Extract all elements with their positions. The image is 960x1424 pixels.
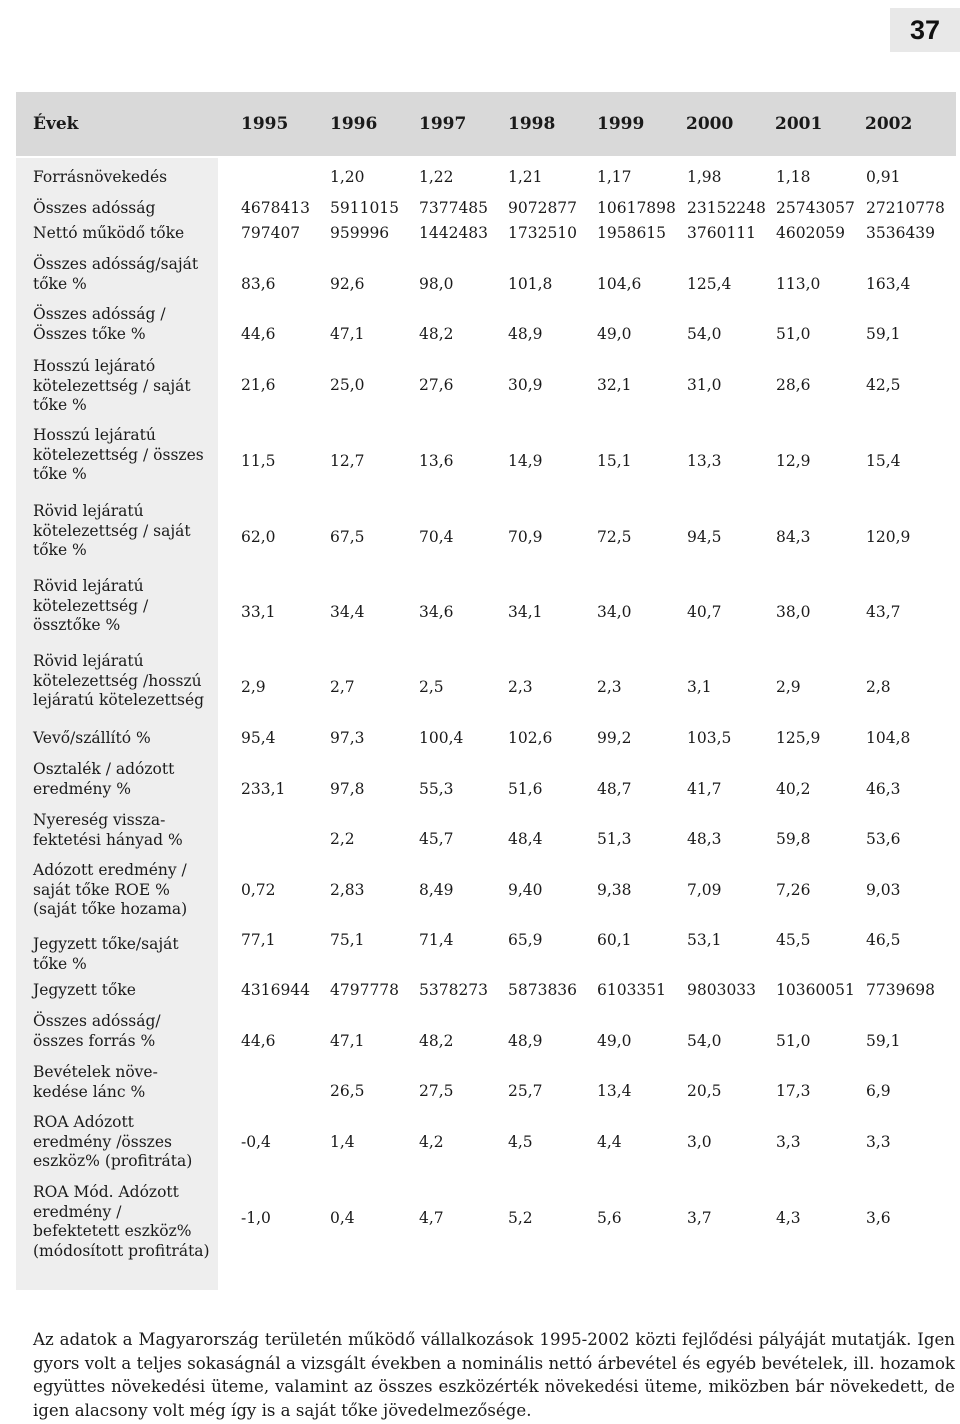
cell-value: 5378273 <box>419 981 489 999</box>
row-label: Nettó működő tőke <box>33 224 185 242</box>
header-year: 1998 <box>508 114 556 134</box>
header-year: 2001 <box>775 114 823 134</box>
cell-value: 2,3 <box>508 678 533 696</box>
cell-value: 48,3 <box>687 830 722 848</box>
cell-value: 26,5 <box>330 1082 365 1100</box>
cell-value: 103,5 <box>687 729 732 747</box>
cell-value: 77,1 <box>241 931 276 949</box>
row-label: Jegyzett tőke <box>33 981 136 999</box>
cell-value: 71,4 <box>419 931 454 949</box>
cell-value: 9,40 <box>508 881 543 899</box>
cell-value: 2,3 <box>597 678 622 696</box>
cell-value: 13,6 <box>419 452 454 470</box>
cell-value: 54,0 <box>687 325 722 343</box>
cell-value: 125,9 <box>776 729 821 747</box>
cell-value: 95,4 <box>241 729 276 747</box>
cell-value: 9072877 <box>508 199 578 217</box>
cell-value: 100,4 <box>419 729 464 747</box>
cell-value: 125,4 <box>687 275 732 293</box>
cell-value: 33,1 <box>241 603 276 621</box>
row-label: ROA Adózott eredmény /összes eszköz% (profitráta) <box>33 1113 193 1170</box>
cell-value: 0,91 <box>866 168 901 186</box>
cell-value: -1,0 <box>241 1209 271 1227</box>
cell-value: 9,38 <box>597 881 632 899</box>
cell-value: 15,4 <box>866 452 901 470</box>
cell-value: 5,2 <box>508 1209 533 1227</box>
cell-value: 11,5 <box>241 452 276 470</box>
cell-value: 4,2 <box>419 1133 444 1151</box>
cell-value: 102,6 <box>508 729 553 747</box>
cell-value: 1,17 <box>597 168 632 186</box>
cell-value: 47,1 <box>330 325 365 343</box>
cell-value: 55,3 <box>419 780 454 798</box>
cell-value: 5,6 <box>597 1209 622 1227</box>
cell-value: 6103351 <box>597 981 667 999</box>
header-year: 1997 <box>419 114 467 134</box>
cell-value: 3,6 <box>866 1209 891 1227</box>
cell-value: 53,6 <box>866 830 901 848</box>
cell-value: 44,6 <box>241 325 276 343</box>
cell-value: 59,1 <box>866 325 901 343</box>
cell-value: 1958615 <box>597 224 667 242</box>
cell-value: 0,4 <box>330 1209 355 1227</box>
cell-value: 1732510 <box>508 224 578 242</box>
row-label: Rövid lejáratú kötelezettség / saját tőke % <box>33 502 191 559</box>
cell-value: 4316944 <box>241 981 311 999</box>
cell-value: 40,2 <box>776 780 811 798</box>
row-label: Forrásnövekedés <box>33 168 168 186</box>
cell-value: 51,0 <box>776 325 811 343</box>
cell-value: 48,9 <box>508 325 543 343</box>
row-label: Osztalék / adózott eredmény % <box>33 760 175 798</box>
cell-value: 2,5 <box>419 678 444 696</box>
cell-value: 38,0 <box>776 603 811 621</box>
cell-value: 99,2 <box>597 729 632 747</box>
cell-value: 0,72 <box>241 881 276 899</box>
row-label: Rövid lejáratú kötelezettség /hosszú lejáratú kötelezettség <box>33 652 205 709</box>
cell-value: 3536439 <box>866 224 936 242</box>
page-number: 37 <box>890 8 960 52</box>
row-label: Jegyzett tőke/saját tőke % <box>33 935 179 973</box>
cell-value: 15,1 <box>597 452 632 470</box>
cell-value: 959996 <box>330 224 390 242</box>
cell-value: 1,98 <box>687 168 722 186</box>
cell-value: 113,0 <box>776 275 821 293</box>
caption-paragraph: Az adatok a Magyarország területén működő vállalkozások 1995-2002 közti fejlődési pályáját mutatják. Igen gyors volt a teljes sokaságnál a vizsgált években a nominális nettó árbevétel és egyéb bevételek, ill. hozamok együttes növekedési üteme, valamint az összes eszközérték növekedési üteme, miközben bár növekedett, de igen alacsony volt még így is a saját tőke jövedelmezősége. <box>33 1330 955 1420</box>
cell-value: 25,0 <box>330 376 365 394</box>
cell-value: 3,3 <box>776 1133 801 1151</box>
cell-value: 104,8 <box>866 729 911 747</box>
cell-value: 10360051 <box>776 981 855 999</box>
cell-value: 5911015 <box>330 199 400 217</box>
cell-value: 27,6 <box>419 376 454 394</box>
row-label: Rövid lejáratú kötelezettség / össztőke % <box>33 577 149 634</box>
cell-value: 1,4 <box>330 1133 355 1151</box>
cell-value: 41,7 <box>687 780 722 798</box>
row-label: Vevő/szállító % <box>33 729 151 747</box>
row-label: Összes adósság <box>33 199 156 217</box>
cell-value: 75,1 <box>330 931 365 949</box>
table-header <box>16 92 956 156</box>
cell-value: 5873836 <box>508 981 578 999</box>
cell-value: 2,7 <box>330 678 355 696</box>
cell-value: 92,6 <box>330 275 365 293</box>
header-year: 1999 <box>597 114 645 134</box>
cell-value: 59,1 <box>866 1032 901 1050</box>
cell-value: 54,0 <box>687 1032 722 1050</box>
row-label: Hosszú lejárató kötelezettség / saját tőke % <box>33 357 191 414</box>
cell-value: 67,5 <box>330 528 365 546</box>
cell-value: 1442483 <box>419 224 489 242</box>
cell-value: 3760111 <box>687 224 757 242</box>
cell-value: 4602059 <box>776 224 846 242</box>
cell-value: 98,0 <box>419 275 454 293</box>
cell-value: 51,0 <box>776 1032 811 1050</box>
cell-value: 104,6 <box>597 275 642 293</box>
cell-value: 51,6 <box>508 780 543 798</box>
cell-value: 94,5 <box>687 528 722 546</box>
cell-value: 4797778 <box>330 981 400 999</box>
cell-value: 1,18 <box>776 168 811 186</box>
cell-value: 4,3 <box>776 1209 801 1227</box>
cell-value: 48,7 <box>597 780 632 798</box>
cell-value: 13,3 <box>687 452 722 470</box>
cell-value: 120,9 <box>866 528 911 546</box>
cell-value: 59,8 <box>776 830 811 848</box>
cell-value: 97,3 <box>330 729 365 747</box>
cell-value: 14,9 <box>508 452 543 470</box>
cell-value: 163,4 <box>866 275 911 293</box>
cell-value: 7,09 <box>687 881 722 899</box>
cell-value: 28,6 <box>776 376 811 394</box>
cell-value: 21,6 <box>241 376 276 394</box>
cell-value: 48,9 <box>508 1032 543 1050</box>
cell-value: 6,9 <box>866 1082 891 1100</box>
row-label: ROA Mód. Adózott eredmény / befektetett eszköz% (módosított profitráta) <box>33 1183 210 1260</box>
cell-value: 3,0 <box>687 1133 712 1151</box>
row-label: Nyereség vissza- fektetési hányad % <box>33 811 183 849</box>
cell-value: 13,4 <box>597 1082 632 1100</box>
cell-value: 27210778 <box>866 199 945 217</box>
cell-value: 2,2 <box>330 830 355 848</box>
cell-value: 2,9 <box>241 678 266 696</box>
cell-value: 7739698 <box>866 981 936 999</box>
cell-value: 44,6 <box>241 1032 276 1050</box>
cell-value: 46,3 <box>866 780 901 798</box>
cell-value: 48,2 <box>419 1032 454 1050</box>
cell-value: 17,3 <box>776 1082 811 1100</box>
cell-value: 2,8 <box>866 678 891 696</box>
cell-value: 43,7 <box>866 603 901 621</box>
cell-value: 70,9 <box>508 528 543 546</box>
cell-value: 8,49 <box>419 881 454 899</box>
cell-value: 12,7 <box>330 452 365 470</box>
cell-value: 34,4 <box>330 603 365 621</box>
cell-value: 32,1 <box>597 376 632 394</box>
cell-value: 4678413 <box>241 199 311 217</box>
cell-value: 2,9 <box>776 678 801 696</box>
cell-value: 48,2 <box>419 325 454 343</box>
cell-value: 23152248 <box>687 199 766 217</box>
header-year: 1996 <box>330 114 378 134</box>
cell-value: 49,0 <box>597 325 632 343</box>
cell-value: 25743057 <box>776 199 855 217</box>
cell-value: 83,6 <box>241 275 276 293</box>
header-years-label: Évek <box>33 114 79 134</box>
cell-value: 48,4 <box>508 830 543 848</box>
cell-value: 9,03 <box>866 881 901 899</box>
cell-value: 1,21 <box>508 168 543 186</box>
row-label: Hosszú lejáratú kötelezettség / összes tőke % <box>33 426 204 483</box>
cell-value: 10617898 <box>597 199 676 217</box>
cell-value: 34,0 <box>597 603 632 621</box>
cell-value: 70,4 <box>419 528 454 546</box>
cell-value: 47,1 <box>330 1032 365 1050</box>
cell-value: 30,9 <box>508 376 543 394</box>
cell-value: -0,4 <box>241 1133 271 1151</box>
cell-value: 3,1 <box>687 678 712 696</box>
cell-value: 2,83 <box>330 881 365 899</box>
cell-value: 84,3 <box>776 528 811 546</box>
cell-value: 45,7 <box>419 830 454 848</box>
cell-value: 97,8 <box>330 780 365 798</box>
cell-value: 31,0 <box>687 376 722 394</box>
cell-value: 9803033 <box>687 981 757 999</box>
cell-value: 1,20 <box>330 168 365 186</box>
cell-value: 42,5 <box>866 376 901 394</box>
cell-value: 60,1 <box>597 931 632 949</box>
cell-value: 4,4 <box>597 1133 622 1151</box>
cell-value: 101,8 <box>508 275 553 293</box>
cell-value: 7,26 <box>776 881 811 899</box>
cell-value: 34,1 <box>508 603 543 621</box>
cell-value: 12,9 <box>776 452 811 470</box>
header-year: 2000 <box>686 114 734 134</box>
row-label: Bevételek növe- kedése lánc % <box>33 1063 158 1101</box>
cell-value: 3,7 <box>687 1209 712 1227</box>
cell-value: 4,7 <box>419 1209 444 1227</box>
cell-value: 46,5 <box>866 931 901 949</box>
cell-value: 72,5 <box>597 528 632 546</box>
cell-value: 34,6 <box>419 603 454 621</box>
cell-value: 45,5 <box>776 931 811 949</box>
cell-value: 20,5 <box>687 1082 722 1100</box>
cell-value: 27,5 <box>419 1082 454 1100</box>
cell-value: 7377485 <box>419 199 489 217</box>
row-label: Összes adósság/saját tőke % <box>33 255 199 293</box>
cell-value: 49,0 <box>597 1032 632 1050</box>
cell-value: 233,1 <box>241 780 286 798</box>
cell-value: 62,0 <box>241 528 276 546</box>
cell-value: 1,22 <box>419 168 454 186</box>
row-label: Adózott eredmény / saját tőke ROE % (saját tőke hozama) <box>33 861 188 918</box>
cell-value: 51,3 <box>597 830 632 848</box>
row-label: Összes adósság / Összes tőke % <box>33 305 166 343</box>
cell-value: 53,1 <box>687 931 722 949</box>
header-year: 2002 <box>865 114 913 134</box>
cell-value: 25,7 <box>508 1082 543 1100</box>
cell-value: 3,3 <box>866 1133 891 1151</box>
cell-value: 797407 <box>241 224 301 242</box>
cell-value: 4,5 <box>508 1133 533 1151</box>
header-year: 1995 <box>241 114 289 134</box>
cell-value: 40,7 <box>687 603 722 621</box>
row-label: Összes adósság/ összes forrás % <box>33 1012 161 1050</box>
cell-value: 65,9 <box>508 931 543 949</box>
